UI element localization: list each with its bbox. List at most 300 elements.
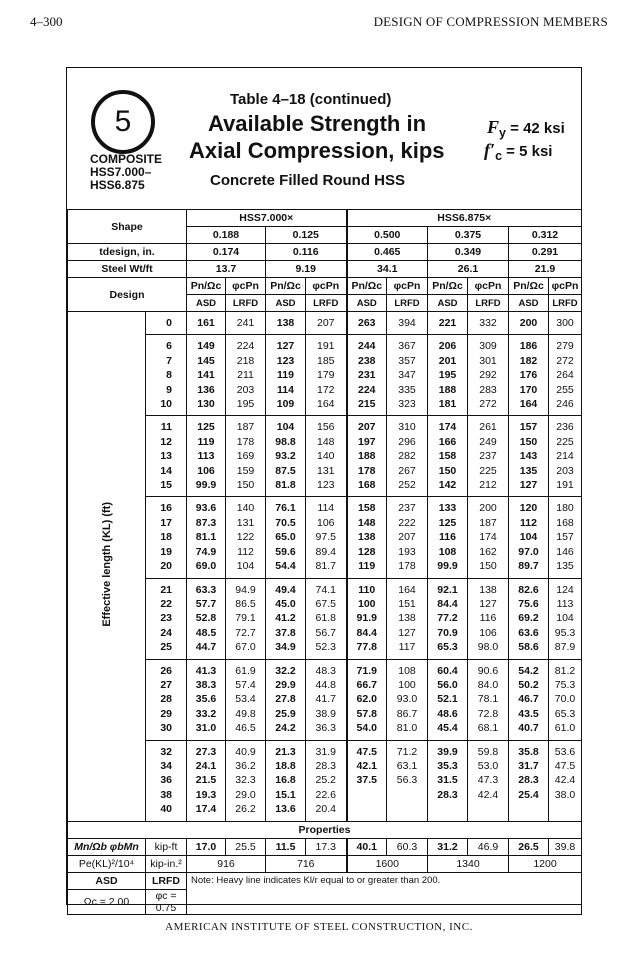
strength-values bbox=[387, 740, 428, 821]
table-cell: 31.0 bbox=[195, 722, 217, 735]
table-cell: 112 bbox=[520, 516, 537, 529]
table-cell: 20 bbox=[160, 560, 173, 573]
table-cell: 146 bbox=[556, 545, 574, 558]
table-cell bbox=[387, 802, 427, 816]
strength-values bbox=[387, 659, 428, 740]
table-cell bbox=[348, 788, 387, 802]
table-cell: 166 bbox=[438, 435, 457, 448]
table-cell bbox=[348, 802, 387, 816]
strength-values bbox=[266, 312, 306, 335]
table-cell: 238 bbox=[358, 354, 376, 367]
strength-values bbox=[226, 578, 266, 659]
strength-values bbox=[187, 578, 226, 659]
table-title-line-2: Axial Compression, kips bbox=[189, 138, 445, 163]
table-cell: 87.3 bbox=[195, 516, 217, 529]
table-cell: 15.1 bbox=[275, 788, 296, 801]
section-title: DESIGN OF COMPRESSION MEMBERS bbox=[373, 14, 608, 29]
table-cell: 128 bbox=[358, 545, 376, 558]
tdesign-value: 0.116 bbox=[266, 244, 347, 261]
table-cell: 93.2 bbox=[275, 450, 296, 463]
strength-values bbox=[226, 312, 266, 335]
table-cell: 252 bbox=[398, 479, 416, 492]
table-cell bbox=[428, 802, 467, 816]
table-cell: 237 bbox=[398, 502, 416, 515]
table-cell: 156 bbox=[317, 421, 335, 434]
table-cell: 18 bbox=[160, 531, 173, 544]
table-cell: 195 bbox=[438, 369, 457, 382]
table-cell: 24.1 bbox=[195, 759, 217, 772]
lrfd-header: LRFD bbox=[387, 295, 428, 312]
table-cell: 19.3 bbox=[195, 788, 217, 801]
table-cell: 130 bbox=[197, 398, 215, 411]
table-cell: 76.1 bbox=[275, 502, 296, 515]
table-cell: 272 bbox=[479, 398, 497, 411]
table-cell: 113 bbox=[197, 450, 215, 463]
table-cell: 20.4 bbox=[315, 803, 336, 816]
table-cell: 24.2 bbox=[275, 722, 296, 735]
table-cell: 133 bbox=[438, 502, 457, 515]
table-cell: 90.6 bbox=[477, 664, 499, 677]
table-cell: 81.1 bbox=[195, 531, 217, 544]
table-cell: 40.9 bbox=[235, 745, 256, 758]
table-cell: 131 bbox=[236, 516, 255, 529]
strength-values bbox=[549, 335, 582, 416]
table-cell: 72.7 bbox=[235, 626, 256, 639]
strength-values bbox=[468, 497, 509, 578]
lrfd-header: LRFD bbox=[306, 295, 347, 312]
table-cell: 119 bbox=[358, 560, 376, 573]
table-cell: 38 bbox=[160, 788, 173, 801]
table-cell: 10 bbox=[160, 398, 173, 411]
pn-omega-header: Pn/Ωc bbox=[509, 278, 549, 295]
table-cell: 66.7 bbox=[356, 678, 377, 691]
table-cell: 19 bbox=[160, 545, 173, 558]
table-cell: 140 bbox=[317, 450, 335, 463]
table-cell: 38.9 bbox=[315, 707, 336, 720]
table-cell: 110 bbox=[358, 583, 376, 596]
table-cell: 161 bbox=[197, 317, 215, 329]
table-cell: 52.8 bbox=[195, 612, 217, 625]
kl-values bbox=[146, 740, 187, 821]
table-cell bbox=[468, 802, 508, 816]
table-cell: 0 bbox=[166, 317, 173, 329]
table-cell: 53.4 bbox=[235, 693, 256, 706]
table-cell: 30 bbox=[160, 722, 173, 735]
page-number: 4–300 bbox=[30, 14, 63, 29]
table-cell: 74.1 bbox=[315, 583, 336, 596]
table-cell: 357 bbox=[398, 354, 416, 367]
table-cell: 157 bbox=[519, 421, 538, 434]
strength-values bbox=[266, 497, 306, 578]
table-cell: 207 bbox=[358, 421, 376, 434]
strength-values bbox=[347, 335, 387, 416]
table-cell: 47.3 bbox=[477, 774, 499, 787]
table-cell: 29 bbox=[160, 707, 173, 720]
strength-values bbox=[306, 659, 347, 740]
table-cell: 61.0 bbox=[554, 722, 576, 735]
table-cell: 178 bbox=[358, 464, 376, 477]
table-cell: 335 bbox=[398, 383, 416, 396]
strength-values bbox=[306, 416, 347, 497]
table-subtitle: Table 4–18 (continued) bbox=[230, 91, 392, 108]
table-cell: 218 bbox=[236, 354, 255, 367]
table-cell: 78.1 bbox=[477, 693, 499, 706]
kl-values bbox=[146, 497, 187, 578]
strength-values bbox=[428, 335, 468, 416]
table-cell: 138 bbox=[358, 531, 376, 544]
asd-header: ASD bbox=[509, 295, 549, 312]
table-cell: 158 bbox=[358, 502, 376, 515]
table-cell: 9 bbox=[166, 383, 173, 396]
table-cell: 16.8 bbox=[275, 774, 296, 787]
table-cell: 197 bbox=[358, 435, 376, 448]
table-cell: 79.1 bbox=[235, 612, 256, 625]
mn-value: 17.0 bbox=[187, 838, 226, 855]
table-cell: 114 bbox=[317, 502, 335, 515]
steel-wt-value: 13.7 bbox=[187, 261, 266, 278]
table-cell: 54.0 bbox=[356, 722, 377, 735]
phi-pn-header: φcPn bbox=[306, 278, 347, 295]
asd-label: ASD bbox=[68, 872, 146, 889]
mn-value: 31.2 bbox=[428, 838, 468, 855]
mn-label: Mn/Ωb φbMn bbox=[68, 838, 146, 855]
kl-values bbox=[146, 659, 187, 740]
table-cell: 35.3 bbox=[437, 759, 458, 772]
table-cell: 28.3 bbox=[437, 788, 458, 801]
pn-omega-header: Pn/Ωc bbox=[187, 278, 226, 295]
mn-value: 26.5 bbox=[509, 838, 549, 855]
table-cell: 127 bbox=[276, 340, 295, 353]
table-cell: 211 bbox=[237, 369, 254, 382]
tdesign-label: tdesign, in. bbox=[68, 244, 187, 261]
table-cell: 264 bbox=[556, 369, 574, 382]
table-cell: 89.7 bbox=[518, 560, 539, 573]
axis-label: Effective length (KL) (ft) bbox=[100, 502, 113, 628]
strength-values bbox=[549, 659, 582, 740]
table-cell: 25.4 bbox=[518, 788, 539, 801]
table-cell: 70.9 bbox=[437, 626, 458, 639]
table-cell: 323 bbox=[398, 398, 416, 411]
table-cell: 99.9 bbox=[437, 560, 458, 573]
table-cell: 41.3 bbox=[195, 664, 217, 677]
table-cell: 56.7 bbox=[315, 626, 336, 639]
table-cell: 136 bbox=[197, 383, 215, 396]
strength-values bbox=[187, 497, 226, 578]
table-cell: 215 bbox=[358, 398, 376, 411]
table-cell: 71.2 bbox=[396, 745, 418, 758]
table-cell: 109 bbox=[276, 398, 295, 411]
table-cell: 135 bbox=[556, 560, 574, 573]
table-cell: 87.9 bbox=[554, 641, 576, 654]
table-cell: 301 bbox=[479, 354, 497, 367]
table-cell: 87.5 bbox=[275, 464, 296, 477]
table-cell: 38.0 bbox=[554, 788, 576, 801]
table-cell: 123 bbox=[276, 354, 295, 367]
strength-values bbox=[187, 416, 226, 497]
lrfd-header: LRFD bbox=[226, 295, 266, 312]
strength-values bbox=[266, 740, 306, 821]
table-cell: 162 bbox=[479, 545, 497, 558]
strength-values bbox=[468, 740, 509, 821]
wall-thickness: 0.500 bbox=[347, 227, 428, 244]
kl-values bbox=[146, 312, 187, 335]
table-cell: 261 bbox=[479, 421, 497, 434]
wall-thickness: 0.375 bbox=[428, 227, 509, 244]
table-cell: 11 bbox=[160, 421, 173, 434]
table-cell: 185 bbox=[317, 354, 335, 367]
table-cell: 67.5 bbox=[315, 597, 336, 610]
table-cell: 119 bbox=[277, 369, 294, 382]
strength-values bbox=[549, 416, 582, 497]
strength-values bbox=[428, 659, 468, 740]
table-cell: 176 bbox=[519, 369, 538, 382]
table-cell: 50.2 bbox=[518, 678, 539, 691]
table-cell: 86.5 bbox=[235, 597, 256, 610]
table-cell bbox=[387, 788, 427, 802]
table-cell: 135 bbox=[519, 464, 538, 477]
strength-values bbox=[468, 312, 509, 335]
table-cell: 77.8 bbox=[356, 641, 377, 654]
mn-value: 39.8 bbox=[549, 838, 582, 855]
table-cell: 93.6 bbox=[195, 502, 217, 515]
table-cell: 142 bbox=[438, 479, 457, 492]
table-cell: 32.3 bbox=[235, 774, 256, 787]
kl-values bbox=[146, 335, 187, 416]
table-cell: 145 bbox=[197, 354, 215, 367]
pe-value: 1600 bbox=[347, 855, 428, 872]
table-cell: 52.1 bbox=[437, 693, 458, 706]
group-header-hss6875: HSS6.875× bbox=[347, 210, 582, 227]
table-cell: 63.6 bbox=[518, 626, 539, 639]
table-cell: 98.8 bbox=[275, 435, 296, 448]
strength-values bbox=[428, 740, 468, 821]
table-cell: 29.0 bbox=[235, 788, 256, 801]
strength-values bbox=[509, 740, 549, 821]
table-cell: 38.3 bbox=[195, 678, 217, 691]
table-cell: 296 bbox=[398, 435, 416, 448]
table-cell: 47.5 bbox=[356, 745, 377, 758]
table-cell: 40 bbox=[160, 803, 173, 816]
table-cell: 41.2 bbox=[275, 612, 296, 625]
strength-values bbox=[347, 659, 387, 740]
page-footer: AMERICAN INSTITUTE OF STEEL CONSTRUCTION, INC. bbox=[165, 921, 473, 933]
strength-values bbox=[347, 578, 387, 659]
table-cell: 187 bbox=[236, 421, 255, 434]
table-cell: 148 bbox=[358, 516, 376, 529]
table-cell: 28 bbox=[160, 693, 173, 706]
table-cell: 58.6 bbox=[518, 641, 539, 654]
table-cell: 68.1 bbox=[477, 722, 499, 735]
table-cell: 168 bbox=[556, 516, 574, 529]
table-cell: 124 bbox=[556, 583, 574, 596]
strength-values bbox=[468, 659, 509, 740]
phi-value: φc = 0.75 bbox=[146, 889, 187, 914]
axis-label-cell bbox=[68, 312, 146, 822]
table-cell: 309 bbox=[479, 340, 497, 353]
table-cell: 18.8 bbox=[275, 759, 296, 772]
mn-unit: kip-ft bbox=[146, 838, 187, 855]
table-cell: 241 bbox=[236, 317, 255, 329]
table-cell: 221 bbox=[438, 317, 457, 329]
pe-unit: kip-in.² bbox=[146, 855, 187, 872]
table-cell: 231 bbox=[358, 369, 376, 382]
table-cell: 179 bbox=[317, 369, 335, 382]
table-cell: 21.5 bbox=[195, 774, 217, 787]
lrfd-label: LRFD bbox=[146, 872, 187, 889]
table-cell: 174 bbox=[438, 421, 457, 434]
group-header-hss7: HSS7.000× bbox=[187, 210, 347, 227]
table-cell: 158 bbox=[438, 450, 457, 463]
table-cell: 46.7 bbox=[518, 693, 539, 706]
table-cell: 98.0 bbox=[477, 641, 499, 654]
table-cell: 193 bbox=[398, 545, 416, 558]
table-cell: 72.8 bbox=[477, 707, 499, 720]
table-cell: 27 bbox=[160, 678, 173, 691]
table-cell: 27.8 bbox=[275, 693, 296, 706]
asd-header: ASD bbox=[347, 295, 387, 312]
strength-values bbox=[226, 740, 266, 821]
strength-values bbox=[226, 416, 266, 497]
table-cell: 67.0 bbox=[235, 641, 256, 654]
table-cell: 22 bbox=[160, 597, 173, 610]
pe-value: 916 bbox=[187, 855, 266, 872]
phi-pn-header: φcPn bbox=[226, 278, 266, 295]
table-cell: 71.9 bbox=[356, 664, 377, 677]
badge-number: 5 bbox=[114, 105, 132, 138]
table-cell: 54.2 bbox=[518, 664, 539, 677]
table-cell: 42.4 bbox=[554, 774, 576, 787]
pe-label: Pe(KL)²/10⁴ bbox=[68, 855, 146, 872]
table-cell: 69.0 bbox=[195, 560, 217, 573]
table-cell: 31.5 bbox=[437, 774, 458, 787]
table-cell: 188 bbox=[358, 450, 376, 463]
table-cell: 81.8 bbox=[275, 479, 296, 492]
lrfd-header: LRFD bbox=[468, 295, 509, 312]
table-row bbox=[68, 740, 582, 821]
table-cell: 225 bbox=[556, 435, 574, 448]
table-cell: 6 bbox=[166, 340, 173, 353]
table-cell: 206 bbox=[438, 340, 457, 353]
asd-header: ASD bbox=[428, 295, 468, 312]
shape-label: Shape bbox=[68, 210, 187, 244]
pe-value: 1200 bbox=[509, 855, 582, 872]
table-cell: 138 bbox=[398, 612, 416, 625]
pe-value: 716 bbox=[266, 855, 347, 872]
strength-values bbox=[509, 335, 549, 416]
table-cell: 108 bbox=[438, 545, 457, 558]
table-cell: 178 bbox=[398, 560, 416, 573]
table-cell: 42.1 bbox=[356, 759, 377, 772]
table-cell: 57.7 bbox=[195, 597, 217, 610]
pn-omega-header: Pn/Ωc bbox=[347, 278, 387, 295]
table-cell: 300 bbox=[556, 317, 574, 329]
wall-thickness: 0.188 bbox=[187, 227, 266, 244]
table-cell: 207 bbox=[398, 531, 416, 544]
strength-values bbox=[187, 335, 226, 416]
table-cell: 224 bbox=[358, 383, 376, 396]
table-cell: 70.5 bbox=[275, 516, 296, 529]
strength-table bbox=[67, 209, 582, 915]
table-cell: 59.8 bbox=[477, 745, 499, 758]
table-cell: 191 bbox=[556, 479, 574, 492]
table-cell: 106 bbox=[197, 464, 215, 477]
table-row bbox=[68, 416, 582, 497]
table-cell: 36 bbox=[160, 774, 173, 787]
table-cell: 164 bbox=[398, 583, 416, 596]
note: Note: Heavy line indicates Kl/r equal to or greater than 200. bbox=[187, 872, 582, 914]
table-cell: 93.0 bbox=[396, 693, 418, 706]
table-cell: 255 bbox=[556, 383, 574, 396]
strength-values bbox=[549, 312, 582, 335]
table-cell: 212 bbox=[479, 479, 497, 492]
table-cell: 122 bbox=[236, 531, 255, 544]
table-cell: 282 bbox=[398, 450, 416, 463]
table-cell: 45.0 bbox=[275, 597, 296, 610]
table-cell: 244 bbox=[358, 340, 376, 353]
table-cell: 188 bbox=[438, 383, 457, 396]
table-cell: 195 bbox=[236, 398, 255, 411]
table-cell: 108 bbox=[398, 664, 416, 677]
table-cell: 141 bbox=[197, 369, 215, 382]
tdesign-value: 0.291 bbox=[509, 244, 582, 261]
table-cell: 186 bbox=[519, 340, 538, 353]
table-cell: 82.6 bbox=[518, 583, 539, 596]
table-cell: 24 bbox=[160, 626, 173, 639]
strength-values bbox=[226, 659, 266, 740]
table-cell: 57.8 bbox=[356, 707, 377, 720]
table-cell: 17.4 bbox=[195, 803, 217, 816]
strength-values bbox=[428, 578, 468, 659]
strength-values bbox=[509, 578, 549, 659]
phi-pn-header: φcPn bbox=[549, 278, 582, 295]
table-cell: 236 bbox=[556, 421, 574, 434]
wall-thickness: 0.125 bbox=[266, 227, 347, 244]
table-cell: 127 bbox=[398, 626, 416, 639]
table-cell: 170 bbox=[519, 383, 538, 396]
table-cell: 75.6 bbox=[518, 597, 539, 610]
table-cell: 74.9 bbox=[195, 545, 217, 558]
table-cell: 56.0 bbox=[437, 678, 458, 691]
tdesign-value: 0.349 bbox=[428, 244, 509, 261]
table-cell: 182 bbox=[519, 354, 538, 367]
strength-values bbox=[306, 335, 347, 416]
table-cell: 159 bbox=[236, 464, 255, 477]
table-cell: 174 bbox=[479, 531, 497, 544]
table-cell: 84.0 bbox=[477, 678, 499, 691]
table-cell: 127 bbox=[519, 479, 538, 492]
table-cell: 25.2 bbox=[315, 774, 336, 787]
table-cell: 180 bbox=[556, 502, 574, 515]
table-cell: 138 bbox=[276, 317, 295, 329]
strength-values bbox=[226, 497, 266, 578]
table-cell: 26.2 bbox=[235, 803, 256, 816]
table-cell: 45.4 bbox=[437, 722, 458, 735]
table-row bbox=[68, 659, 582, 740]
table-cell: 34 bbox=[160, 759, 173, 772]
table-cell: 35.6 bbox=[195, 693, 217, 706]
table-cell: 7 bbox=[166, 354, 173, 367]
strength-values bbox=[549, 497, 582, 578]
table-cell: 191 bbox=[317, 340, 335, 353]
table-cell: 150 bbox=[479, 560, 497, 573]
table-cell: 40.7 bbox=[518, 722, 539, 735]
mn-value: 46.9 bbox=[468, 838, 509, 855]
table-shape-type: Concrete Filled Round HSS bbox=[210, 172, 406, 189]
table-cell: 63.3 bbox=[195, 583, 217, 596]
table-cell: 347 bbox=[398, 369, 416, 382]
strength-values bbox=[549, 740, 582, 821]
table-cell: 62.0 bbox=[356, 693, 377, 706]
